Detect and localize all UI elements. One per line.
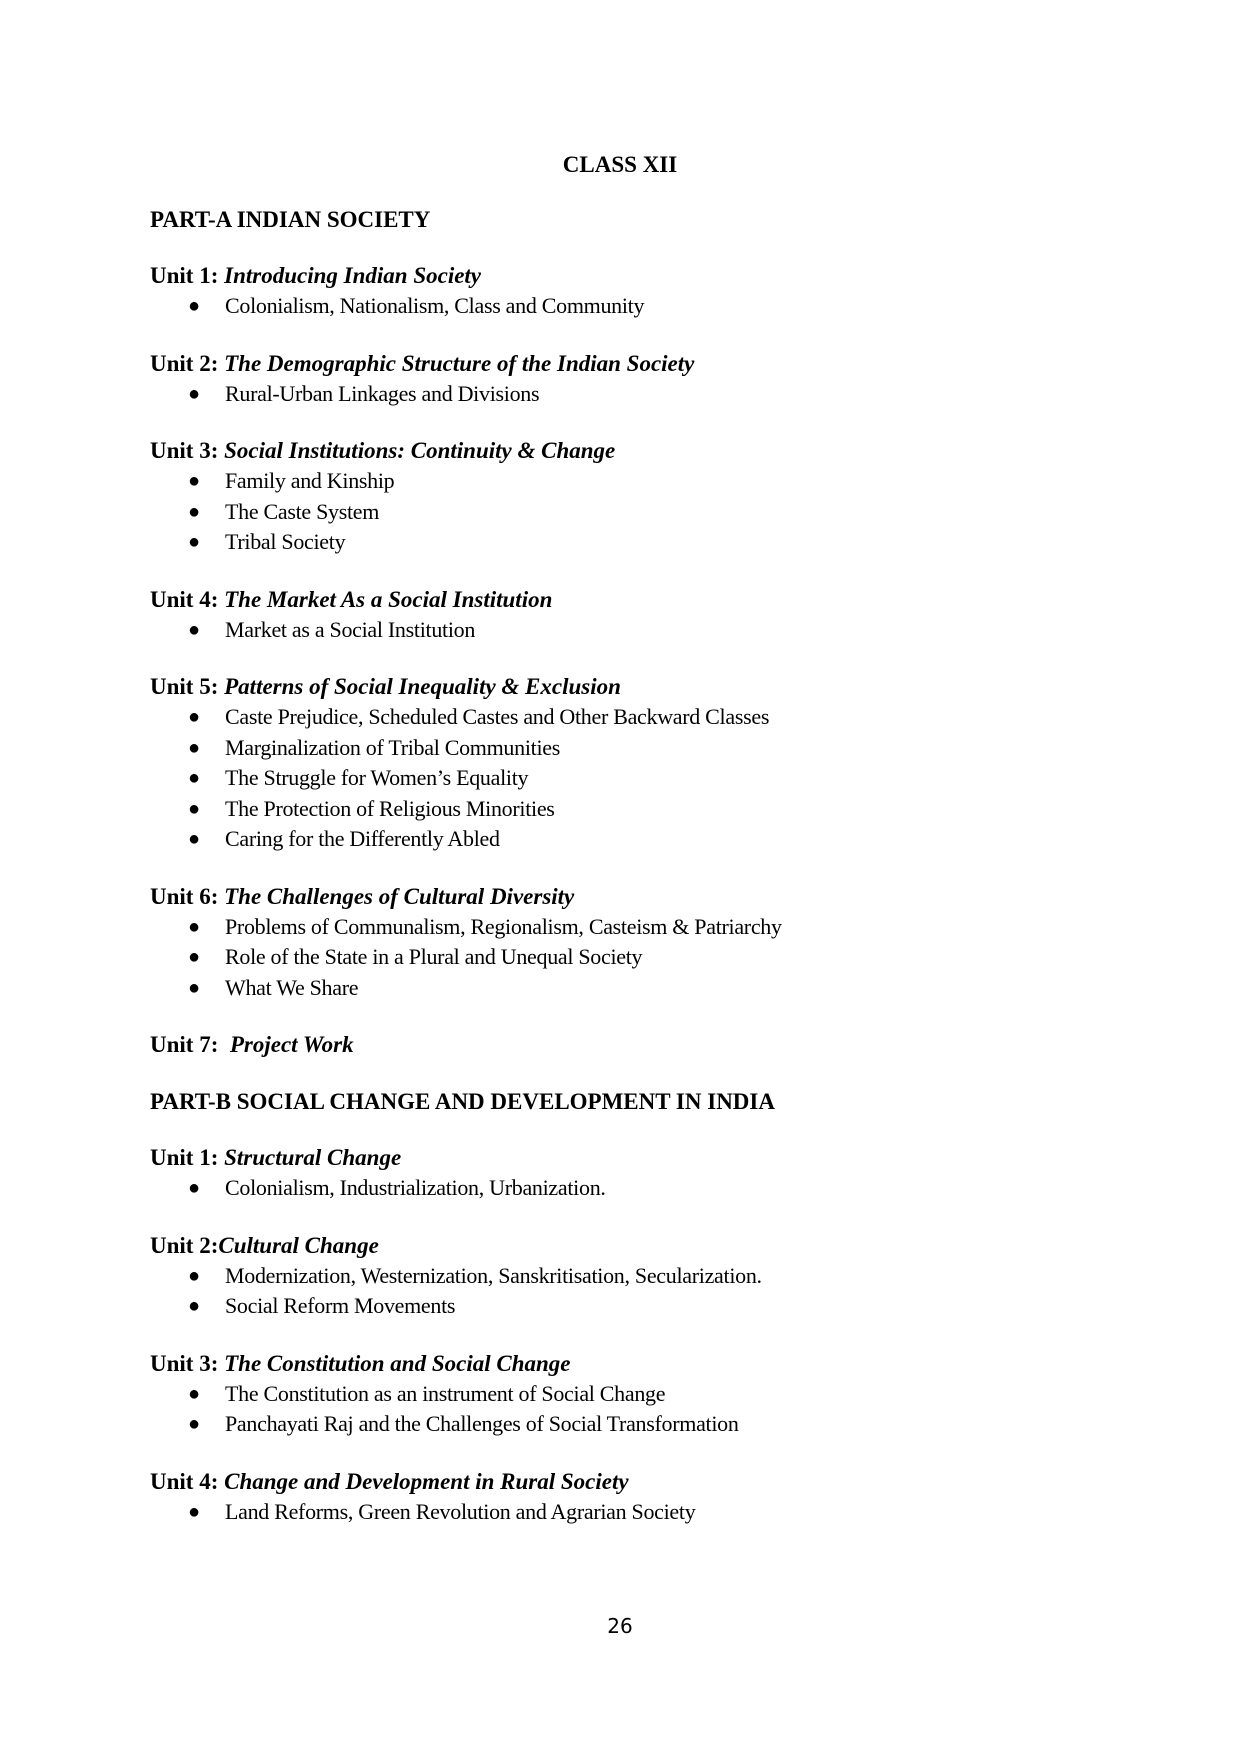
- list-item-text: Colonialism, Industrialization, Urbanization.: [225, 1175, 606, 1200]
- list-item-text: Caring for the Differently Abled: [225, 826, 500, 851]
- list-item: [150, 702, 1150, 733]
- list-item: [150, 1409, 1150, 1440]
- list-item: [150, 794, 1150, 825]
- part-b-units: [150, 1143, 1150, 1527]
- list-item-text: What We Share: [225, 974, 359, 1000]
- unit-topic-list: [150, 1497, 1150, 1528]
- list-item-text: Rural-Urban Linkages and Divisions: [225, 380, 540, 406]
- unit-title: Patterns of Social Inequality & Exclusion: [224, 674, 621, 699]
- unit-title: Change and Development in Rural Society: [224, 1468, 629, 1494]
- unit-topic-list: [150, 1379, 1150, 1440]
- list-item: [150, 379, 1150, 410]
- unit-topic-list: [150, 702, 1150, 855]
- unit-label: Unit 3:: [150, 438, 219, 463]
- list-item: [150, 466, 1150, 497]
- unit-heading: [150, 672, 1150, 702]
- list-item: [150, 942, 1150, 973]
- list-item: [150, 973, 1150, 1004]
- unit-label: Unit 5:: [150, 674, 219, 699]
- unit-heading: [150, 349, 1150, 379]
- part-a-heading: PART-A INDIAN SOCIETY: [150, 207, 431, 232]
- unit-heading: [150, 882, 1150, 912]
- list-item: [150, 763, 1150, 794]
- bullet-icon: ●: [188, 767, 200, 789]
- unit-section: [150, 1030, 1150, 1060]
- list-item-text: Modernization, Westernization, Sanskritisation, Secularization.: [225, 1262, 762, 1288]
- unit-title: The Market As a Social Institution: [224, 586, 553, 612]
- list-item-text: The Struggle for Women’s Equality: [225, 765, 529, 790]
- unit-section: [150, 261, 1150, 322]
- list-item-text: Marginalization of Tribal Communities: [225, 734, 560, 760]
- unit-heading: [150, 1143, 1150, 1173]
- bullet-icon: ●: [188, 1177, 200, 1199]
- list-item-text: Tribal Society: [225, 529, 346, 554]
- unit-heading: [150, 585, 1150, 615]
- unit-heading: [150, 1349, 1150, 1379]
- class-title: CLASS XII: [562, 152, 678, 177]
- unit-title: Introducing Indian Society: [224, 263, 482, 288]
- bullet-icon: ●: [188, 1413, 200, 1435]
- unit-label: Unit 2:: [150, 350, 219, 376]
- unit-title: Project Work: [229, 1032, 354, 1057]
- bullet-icon: ●: [188, 1382, 200, 1405]
- unit-title: Structural Change: [224, 1145, 402, 1170]
- unit-heading: [150, 1030, 1150, 1060]
- unit-label: Unit 4:: [150, 586, 219, 612]
- list-item-text: Land Reforms, Green Revolution and Agrarian Society: [225, 1498, 696, 1524]
- list-item: [150, 1261, 1150, 1292]
- bullet-icon: ●: [188, 976, 200, 999]
- unit-topic-list: [150, 291, 1150, 322]
- unit-label: Unit 4:: [150, 1468, 219, 1494]
- list-item-text: Caste Prejudice, Scheduled Castes and Other Backward Classes: [225, 704, 770, 729]
- unit-topic-list: [150, 912, 1150, 1004]
- unit-topic-list: [150, 615, 1150, 646]
- page-number: 26: [607, 1614, 633, 1638]
- unit-topic-list: [150, 466, 1150, 558]
- list-item-text: Problems of Communalism, Regionalism, Casteism & Patriarchy: [225, 913, 782, 939]
- unit-label: Unit 2:: [150, 1232, 219, 1258]
- unit-section: [150, 882, 1150, 1004]
- unit-heading: [150, 261, 1150, 291]
- unit-label: Unit 7:: [150, 1032, 219, 1057]
- unit-label: Unit 1:: [150, 1145, 219, 1170]
- bullet-icon: ●: [188, 946, 200, 968]
- list-item-text: The Caste System: [225, 498, 380, 524]
- list-item: [150, 291, 1150, 322]
- bullet-icon: ●: [188, 382, 200, 405]
- unit-section: [150, 1349, 1150, 1440]
- list-item: [150, 615, 1150, 646]
- bullet-icon: ●: [188, 618, 200, 641]
- part-a-units: [150, 261, 1150, 1060]
- syllabus-content: [150, 205, 1150, 1554]
- list-item: [150, 1291, 1150, 1322]
- list-item-text: The Protection of Religious Minorities: [225, 795, 555, 821]
- unit-label: Unit 3:: [150, 1350, 219, 1376]
- list-item-text: Colonialism, Nationalism, Class and Community: [225, 293, 645, 318]
- bullet-icon: ●: [188, 828, 200, 850]
- bullet-icon: ●: [188, 1264, 200, 1287]
- unit-topic-list: [150, 379, 1150, 410]
- bullet-icon: ●: [188, 295, 200, 317]
- unit-title: Cultural Change: [218, 1232, 379, 1258]
- unit-title: The Demographic Structure of the Indian Society: [224, 350, 695, 376]
- unit-title: The Challenges of Cultural Diversity: [224, 883, 575, 909]
- bullet-icon: ●: [188, 915, 200, 938]
- list-item: [150, 824, 1150, 855]
- unit-section: [150, 436, 1150, 558]
- unit-heading: [150, 436, 1150, 466]
- list-item-text: The Constitution as an instrument of Social Change: [225, 1380, 666, 1406]
- unit-title: Social Institutions: Continuity & Change: [224, 438, 616, 463]
- unit-section: [150, 1467, 1150, 1528]
- unit-section: [150, 585, 1150, 646]
- list-item: [150, 527, 1150, 558]
- bullet-icon: ●: [188, 531, 200, 553]
- unit-label: Unit 6:: [150, 883, 219, 909]
- unit-heading: [150, 1467, 1150, 1497]
- bullet-icon: ●: [188, 797, 200, 820]
- list-item-text: Role of the State in a Plural and Unequal Society: [225, 944, 643, 969]
- unit-topic-list: [150, 1261, 1150, 1322]
- bullet-icon: ●: [188, 1500, 200, 1523]
- unit-section: [150, 1143, 1150, 1204]
- list-item: [150, 1379, 1150, 1410]
- bullet-icon: ●: [188, 706, 200, 728]
- list-item: [150, 733, 1150, 764]
- list-item: [150, 497, 1150, 528]
- list-item-text: Panchayati Raj and the Challenges of Social Transformation: [225, 1411, 739, 1436]
- bullet-icon: ●: [188, 500, 200, 523]
- unit-title: The Constitution and Social Change: [224, 1350, 571, 1376]
- unit-topic-list: [150, 1173, 1150, 1204]
- bullet-icon: ●: [188, 1295, 200, 1317]
- unit-section: [150, 1231, 1150, 1322]
- unit-section: [150, 672, 1150, 855]
- list-item-text: Market as a Social Institution: [225, 616, 476, 642]
- list-item: [150, 1497, 1150, 1528]
- bullet-icon: ●: [188, 470, 200, 492]
- bullet-icon: ●: [188, 736, 200, 759]
- list-item: [150, 912, 1150, 943]
- list-item-text: Social Reform Movements: [225, 1293, 456, 1318]
- list-item: [150, 1173, 1150, 1204]
- unit-section: [150, 349, 1150, 410]
- unit-heading: [150, 1231, 1150, 1261]
- list-item-text: Family and Kinship: [225, 468, 395, 493]
- part-b-heading: PART-B SOCIAL CHANGE AND DEVELOPMENT IN INDIA: [150, 1089, 775, 1114]
- unit-label: Unit 1:: [150, 263, 219, 288]
